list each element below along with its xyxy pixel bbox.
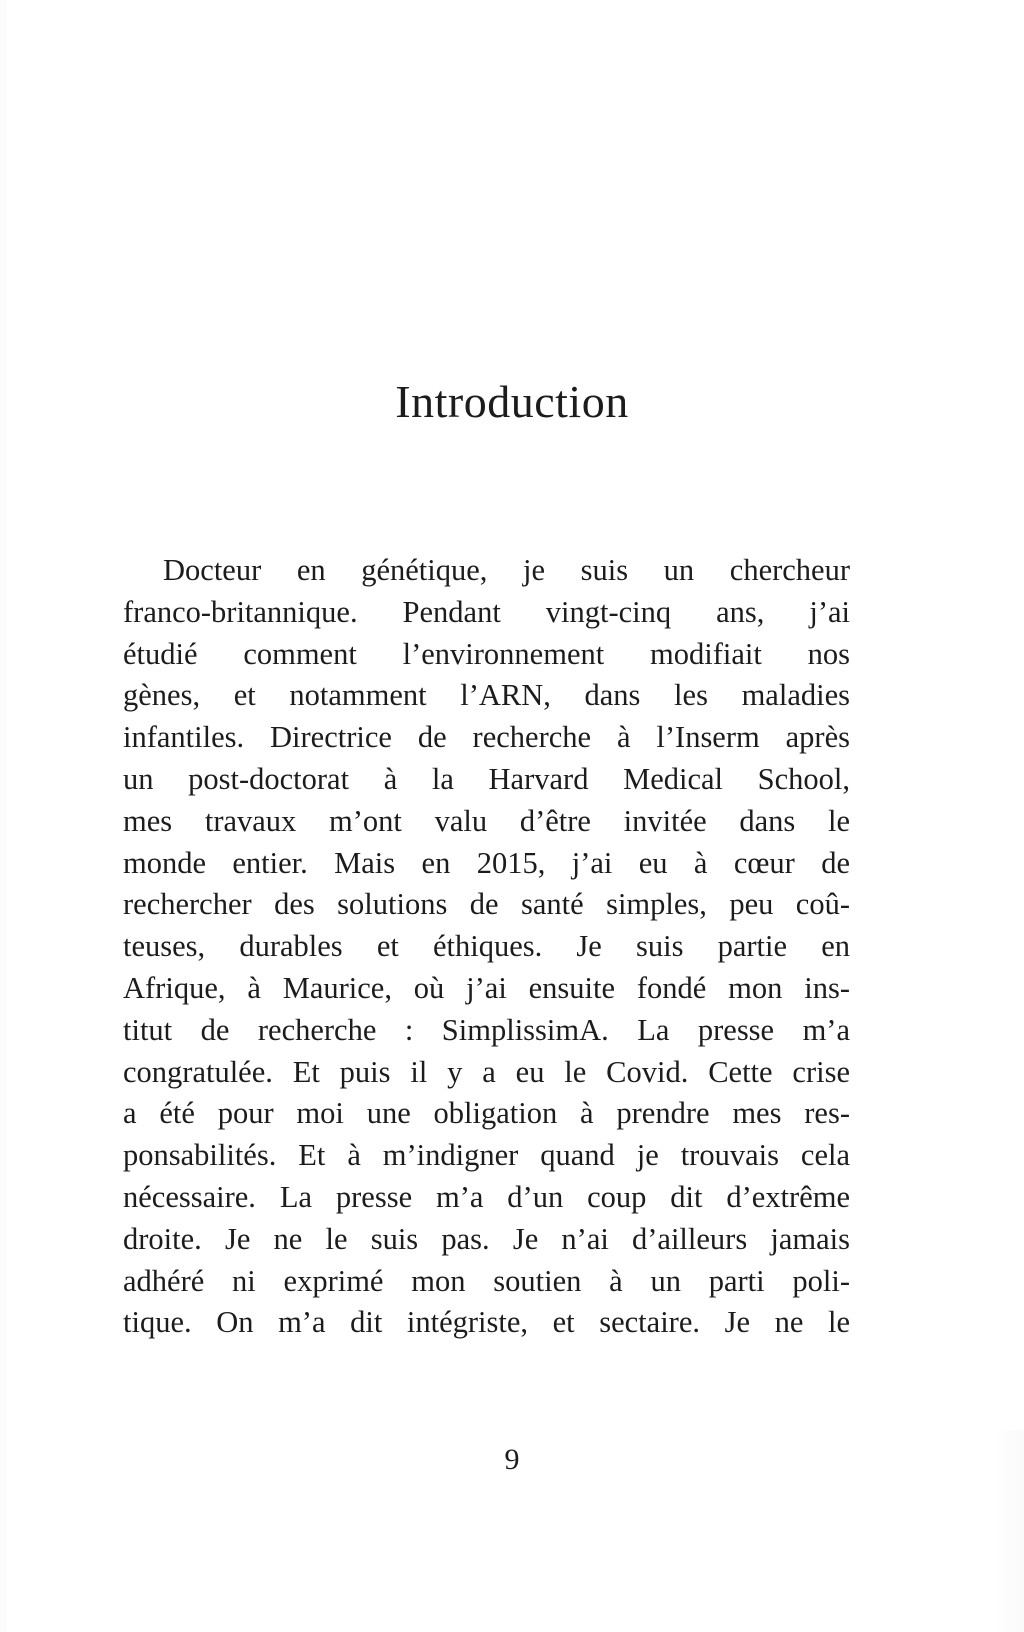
body-paragraph	[123, 550, 850, 1344]
text-line: rechercher des solutions de santé simples, peu coû-	[123, 887, 850, 922]
text-line: titut de recherche : SimplissimA. La presse m’a	[123, 1012, 850, 1047]
text-line: Docteur en génétique, je suis un chercheur	[163, 553, 850, 587]
text-line: nécessaire. La presse m’a d’un coup dit d’extrême	[123, 1179, 850, 1214]
text-line: congratulée. Et puis il y a eu le Covid. Cette crise	[123, 1054, 850, 1089]
text-line: franco-britannique. Pendant vingt-cinq ans, j’ai	[123, 594, 850, 629]
text-line: ponsabilités. Et à m’indigner quand je trouvais cela	[123, 1138, 850, 1173]
text-line: monde entier. Mais en 2015, j’ai eu à cœur de	[123, 845, 850, 880]
text-line: teuses, durables et éthiques. Je suis partie en	[123, 929, 850, 964]
text-line: droite. Je ne le suis pas. Je n’ai d’ailleurs jamais	[123, 1221, 850, 1256]
text-line: Afrique, à Maurice, où j’ai ensuite fondé mon ins-	[123, 970, 850, 1005]
text-line: a été pour moi une obligation à prendre mes res-	[123, 1096, 850, 1131]
text-line: gènes, et notamment l’ARN, dans les maladies	[123, 678, 850, 713]
text-line: étudié comment l’environnement modifiait nos	[123, 636, 850, 671]
text-line: tique. On m’a dit intégriste, et sectaire. Je ne le	[123, 1305, 850, 1340]
chapter-title: Introduction	[395, 376, 629, 427]
text-line: adhéré ni exprimé mon soutien à un parti poli-	[123, 1263, 850, 1298]
text-line: infantiles. Directrice de recherche à l’Inserm après	[123, 720, 850, 755]
scan-left-edge	[0, 0, 7, 1632]
page-number: 9	[504, 1443, 520, 1476]
text-line: un post-doctorat à la Harvard Medical School,	[123, 761, 850, 796]
text-line: mes travaux m’ont valu d’être invitée dans le	[123, 803, 850, 838]
